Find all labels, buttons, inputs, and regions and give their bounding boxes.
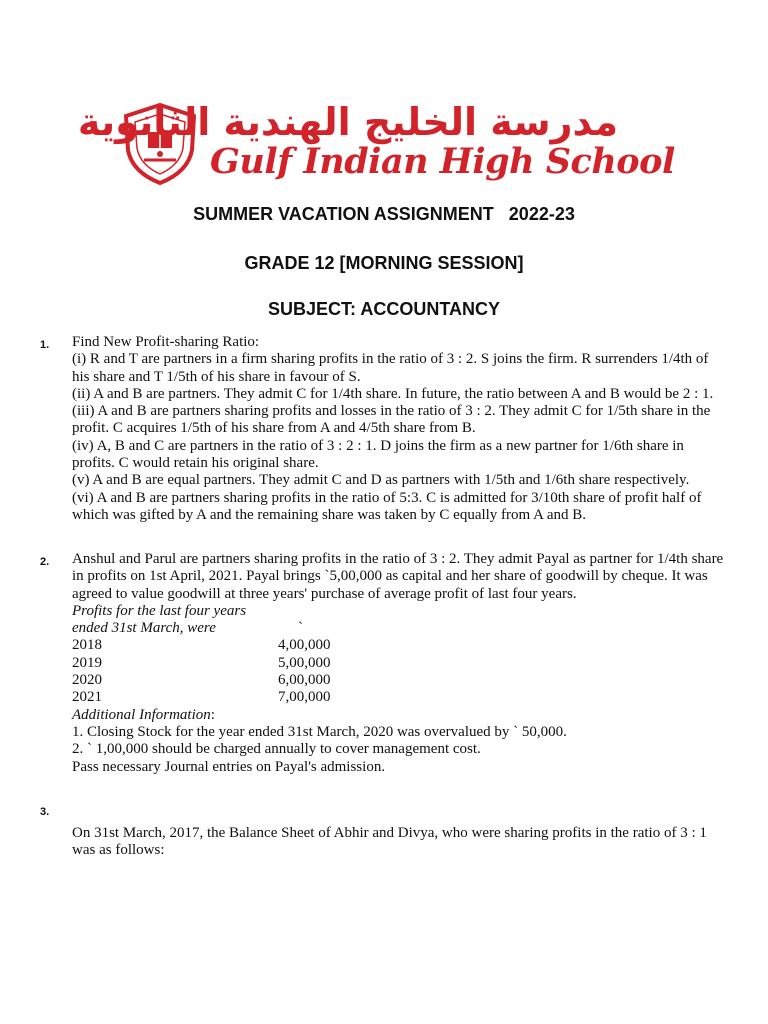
profit-year: 2018 [72,637,102,654]
profit-year: 2021 [72,689,102,706]
q1-line: his share and T 1/5th of his share in favour of S. [72,368,361,385]
profit-row [72,637,732,654]
q2-line: in profits on 1st April, 2021. Payal brings `5,00,000 as capital and her share of goodwill by cheque. It was [72,568,708,585]
q1-line: profits. C would retain his original share. [72,455,319,472]
currency-mark: ` [298,620,303,637]
q1-line: which was gifted by A and the remaining share was taken by C equally from A and B. [72,506,587,523]
question-2-number: 2. [40,556,50,568]
school-name-english: Gulf Indian High School [210,141,675,182]
profit-amount: 5,00,000 [278,654,331,671]
question-1-body [72,334,732,524]
profit-amount: 7,00,000 [278,689,331,706]
school-name-arabic: مدرسة الخليج الهندية الثانوية [77,100,618,144]
profit-year: 2020 [72,672,102,689]
profits-heading: Profits for the last four years [72,602,247,619]
additional-info-heading [72,707,732,724]
subject-title: SUBJECT: ACCOUNTANCY [267,299,500,319]
q2-note: 2. ` 1,00,000 should be charged annually to cover management cost. [72,741,481,758]
profit-amount: 6,00,000 [278,672,331,689]
grade-title: GRADE 12 [MORNING SESSION] [244,253,524,273]
q3-line: was as follows: [72,842,165,859]
q1-line: (i) R and T are partners in a firm sharing profits in the ratio of 3 : 2. S joins the firm. R surrenders 1/4th of [72,351,709,368]
q1-line: (iv) A, B and C are partners in the ratio of 3 : 2 : 1. D joins the firm as a new partner for 1/6th share in [72,437,684,454]
profit-row [72,689,732,706]
profits-subheading: ended 31st March, were [72,620,216,637]
additional-info-label: Additional Information [72,706,211,723]
question-1-number: 1. [40,339,50,351]
q2-note: Pass necessary Journal entries on Payal's admission. [72,758,386,775]
q1-line: Find New Profit-sharing Ratio: [72,334,260,350]
assignment-title: SUMMER VACATION ASSIGNMENT 2022-23 [193,204,575,224]
additional-info-colon: : [210,706,215,723]
question-3-body [72,825,732,860]
profit-row [72,672,732,689]
q2-note: 1. Closing Stock for the year ended 31st March, 2020 was overvalued by ` 50,000. [72,723,567,740]
profit-year: 2019 [72,654,102,671]
profits-heading-row [72,620,732,637]
q1-line: (v) A and B are equal partners. They admit C and D as partners with 1/5th and 1/6th share respectively. [72,472,690,489]
question-3-number: 3. [40,806,50,818]
q2-line: agreed to value goodwill at three years' purchase of average profit of last four years. [72,585,577,602]
question-2-body [72,551,732,776]
profit-amount: 4,00,000 [278,637,331,654]
school-header [77,98,675,193]
q3-line: On 31st March, 2017, the Balance Sheet of Abhir and Divya, who were sharing profits in the ratio of 3 : 1 [72,825,707,841]
q1-line: profit. C acquires 1/5th of his share from A and 4/5th share from B. [72,420,476,437]
q1-line: (vi) A and B are partners sharing profits in the ratio of 5:3. C is admitted for 3/10th share of profit half of [72,489,702,506]
q1-line: (ii) A and B are partners. They admit C for 1/4th share. In future, the ratio between A and B would be 2 : 1. [72,385,714,402]
q1-line: (iii) A and B are partners sharing profits and losses in the ratio of 3 : 2. They admit C for 1/5th share in the [72,403,711,420]
q2-line: Anshul and Parul are partners sharing profits in the ratio of 3 : 2. They admit Payal as partner for 1/4th share [72,551,724,567]
profit-row [72,655,732,672]
